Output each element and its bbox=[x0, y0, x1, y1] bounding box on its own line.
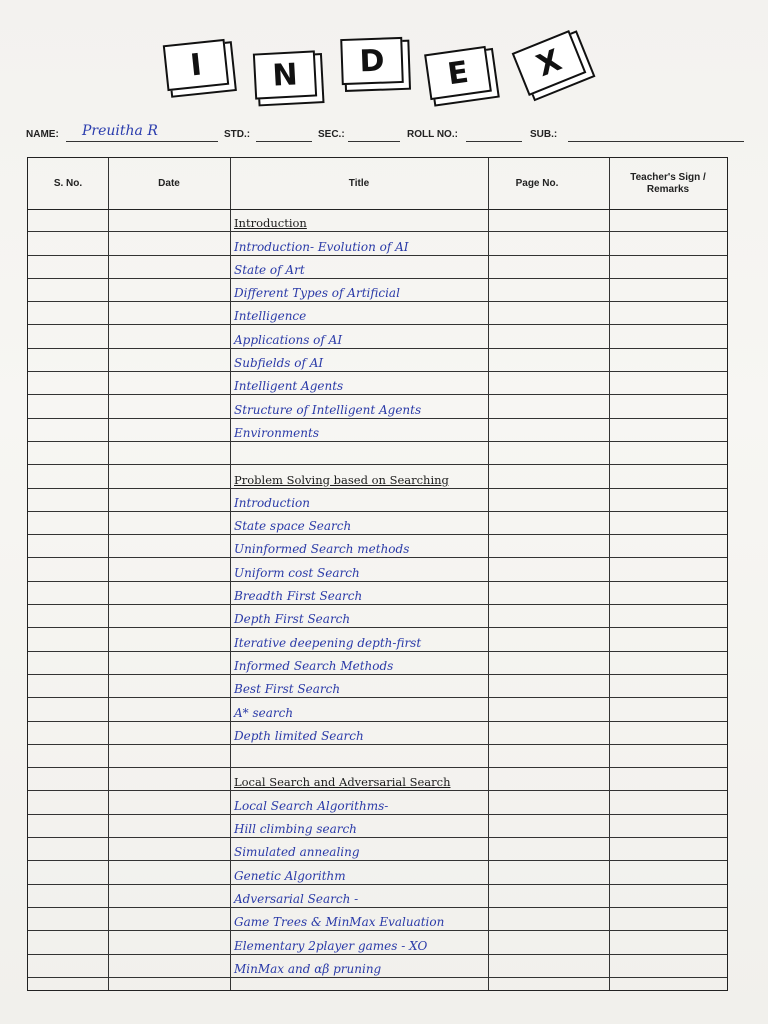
name-underline bbox=[66, 141, 218, 142]
table-row bbox=[28, 326, 727, 349]
table-row bbox=[28, 279, 727, 302]
header-page-no: Page No. bbox=[515, 177, 559, 189]
topic-entry: Elementary 2player games - XO bbox=[234, 938, 428, 953]
table-row bbox=[28, 605, 727, 628]
table-row bbox=[28, 395, 727, 418]
table-row bbox=[28, 419, 727, 442]
table-row bbox=[28, 698, 727, 721]
table-row bbox=[28, 768, 727, 791]
topic-entry: Local Search Algorithms- bbox=[234, 798, 389, 813]
topic-entry: Subfields of AI bbox=[234, 356, 324, 371]
table-row bbox=[28, 302, 727, 325]
topic-entry: Depth limited Search bbox=[234, 728, 364, 743]
topic-entry: Iterative deepening depth-first bbox=[234, 635, 422, 650]
topic-entry: Breadth First Search bbox=[234, 589, 363, 604]
table-row bbox=[28, 815, 727, 838]
sec-underline bbox=[348, 141, 400, 142]
name-label: NAME: bbox=[26, 129, 59, 140]
topic-entry: Informed Search Methods bbox=[234, 658, 394, 673]
table-row bbox=[28, 209, 727, 232]
table-body bbox=[28, 209, 727, 990]
title-letter-x: X bbox=[512, 30, 587, 96]
table-row bbox=[28, 489, 727, 512]
table-row bbox=[28, 628, 727, 651]
table-row bbox=[28, 535, 727, 558]
header-teacher-sign: Teacher's Sign / Remarks bbox=[630, 171, 706, 195]
table-row bbox=[28, 465, 727, 488]
table-row bbox=[28, 512, 727, 535]
topic-entry: Game Trees & MinMax Evaluation bbox=[234, 915, 445, 930]
topic-entry: Hill climbing search bbox=[234, 822, 357, 837]
table-row bbox=[28, 675, 727, 698]
roll-underline bbox=[466, 141, 522, 142]
section-heading: Local Search and Adversarial Search bbox=[234, 775, 451, 790]
sub-label: SUB.: bbox=[530, 129, 558, 140]
student-info-line bbox=[26, 125, 746, 147]
topic-entry: A* search bbox=[234, 705, 294, 720]
topic-entry: Simulated annealing bbox=[234, 845, 360, 860]
index-table bbox=[27, 157, 728, 991]
topic-entry: Introduction- Evolution of AI bbox=[234, 239, 409, 254]
topic-entry: Structure of Intelligent Agents bbox=[234, 402, 422, 417]
std-label: STD.: bbox=[224, 129, 251, 140]
topic-entry: Genetic Algorithm bbox=[234, 868, 346, 883]
table-row bbox=[28, 372, 727, 395]
topic-entry: Intelligence bbox=[234, 309, 307, 324]
table-row bbox=[28, 559, 727, 582]
topic-entry: Applications of AI bbox=[234, 332, 343, 347]
roll-label: ROLL NO.: bbox=[407, 129, 458, 140]
table-row bbox=[28, 838, 727, 861]
table-row bbox=[28, 931, 727, 954]
title-letter-n: N bbox=[253, 50, 317, 99]
topic-entry: Intelligent Agents bbox=[234, 379, 344, 394]
table-row bbox=[28, 232, 727, 255]
sub-underline bbox=[568, 141, 744, 142]
table-row bbox=[28, 885, 727, 908]
table-row bbox=[28, 582, 727, 605]
section-heading: Introduction bbox=[234, 216, 307, 231]
topic-entry: Different Types of Artificial bbox=[234, 286, 400, 301]
topic-entry: Uniform cost Search bbox=[234, 565, 360, 580]
std-underline bbox=[256, 141, 312, 142]
topic-entry: Adversarial Search - bbox=[234, 891, 359, 906]
topic-entry: Uninformed Search methods bbox=[234, 542, 410, 557]
title-letter-i: I bbox=[163, 39, 229, 91]
table-row bbox=[28, 652, 727, 675]
topic-entry: State of Art bbox=[234, 262, 305, 277]
header-date: Date bbox=[158, 177, 180, 189]
topic-entry: Environments bbox=[234, 425, 319, 440]
table-row bbox=[28, 722, 727, 745]
topic-entry: Depth First Search bbox=[234, 612, 351, 627]
table-row bbox=[28, 349, 727, 372]
table-row bbox=[28, 955, 727, 978]
table-row bbox=[28, 792, 727, 815]
name-value: Preuitha R bbox=[82, 123, 158, 139]
table-row bbox=[28, 908, 727, 931]
table-row bbox=[28, 442, 727, 465]
section-heading: Problem Solving based on Searching bbox=[234, 472, 449, 487]
topic-entry: MinMax and αβ pruning bbox=[234, 961, 382, 976]
table-row bbox=[28, 861, 727, 884]
header-title: Title bbox=[348, 177, 370, 189]
table-row bbox=[28, 745, 727, 768]
title-letter-d: D bbox=[340, 37, 404, 85]
header-sno: S. No. bbox=[53, 177, 83, 189]
title-letter-e: E bbox=[424, 46, 492, 100]
topic-entry: Best First Search bbox=[234, 682, 341, 697]
topic-entry: Introduction bbox=[234, 495, 310, 510]
sec-label: SEC.: bbox=[318, 129, 345, 140]
topic-entry: State space Search bbox=[234, 519, 352, 534]
table-row bbox=[28, 256, 727, 279]
